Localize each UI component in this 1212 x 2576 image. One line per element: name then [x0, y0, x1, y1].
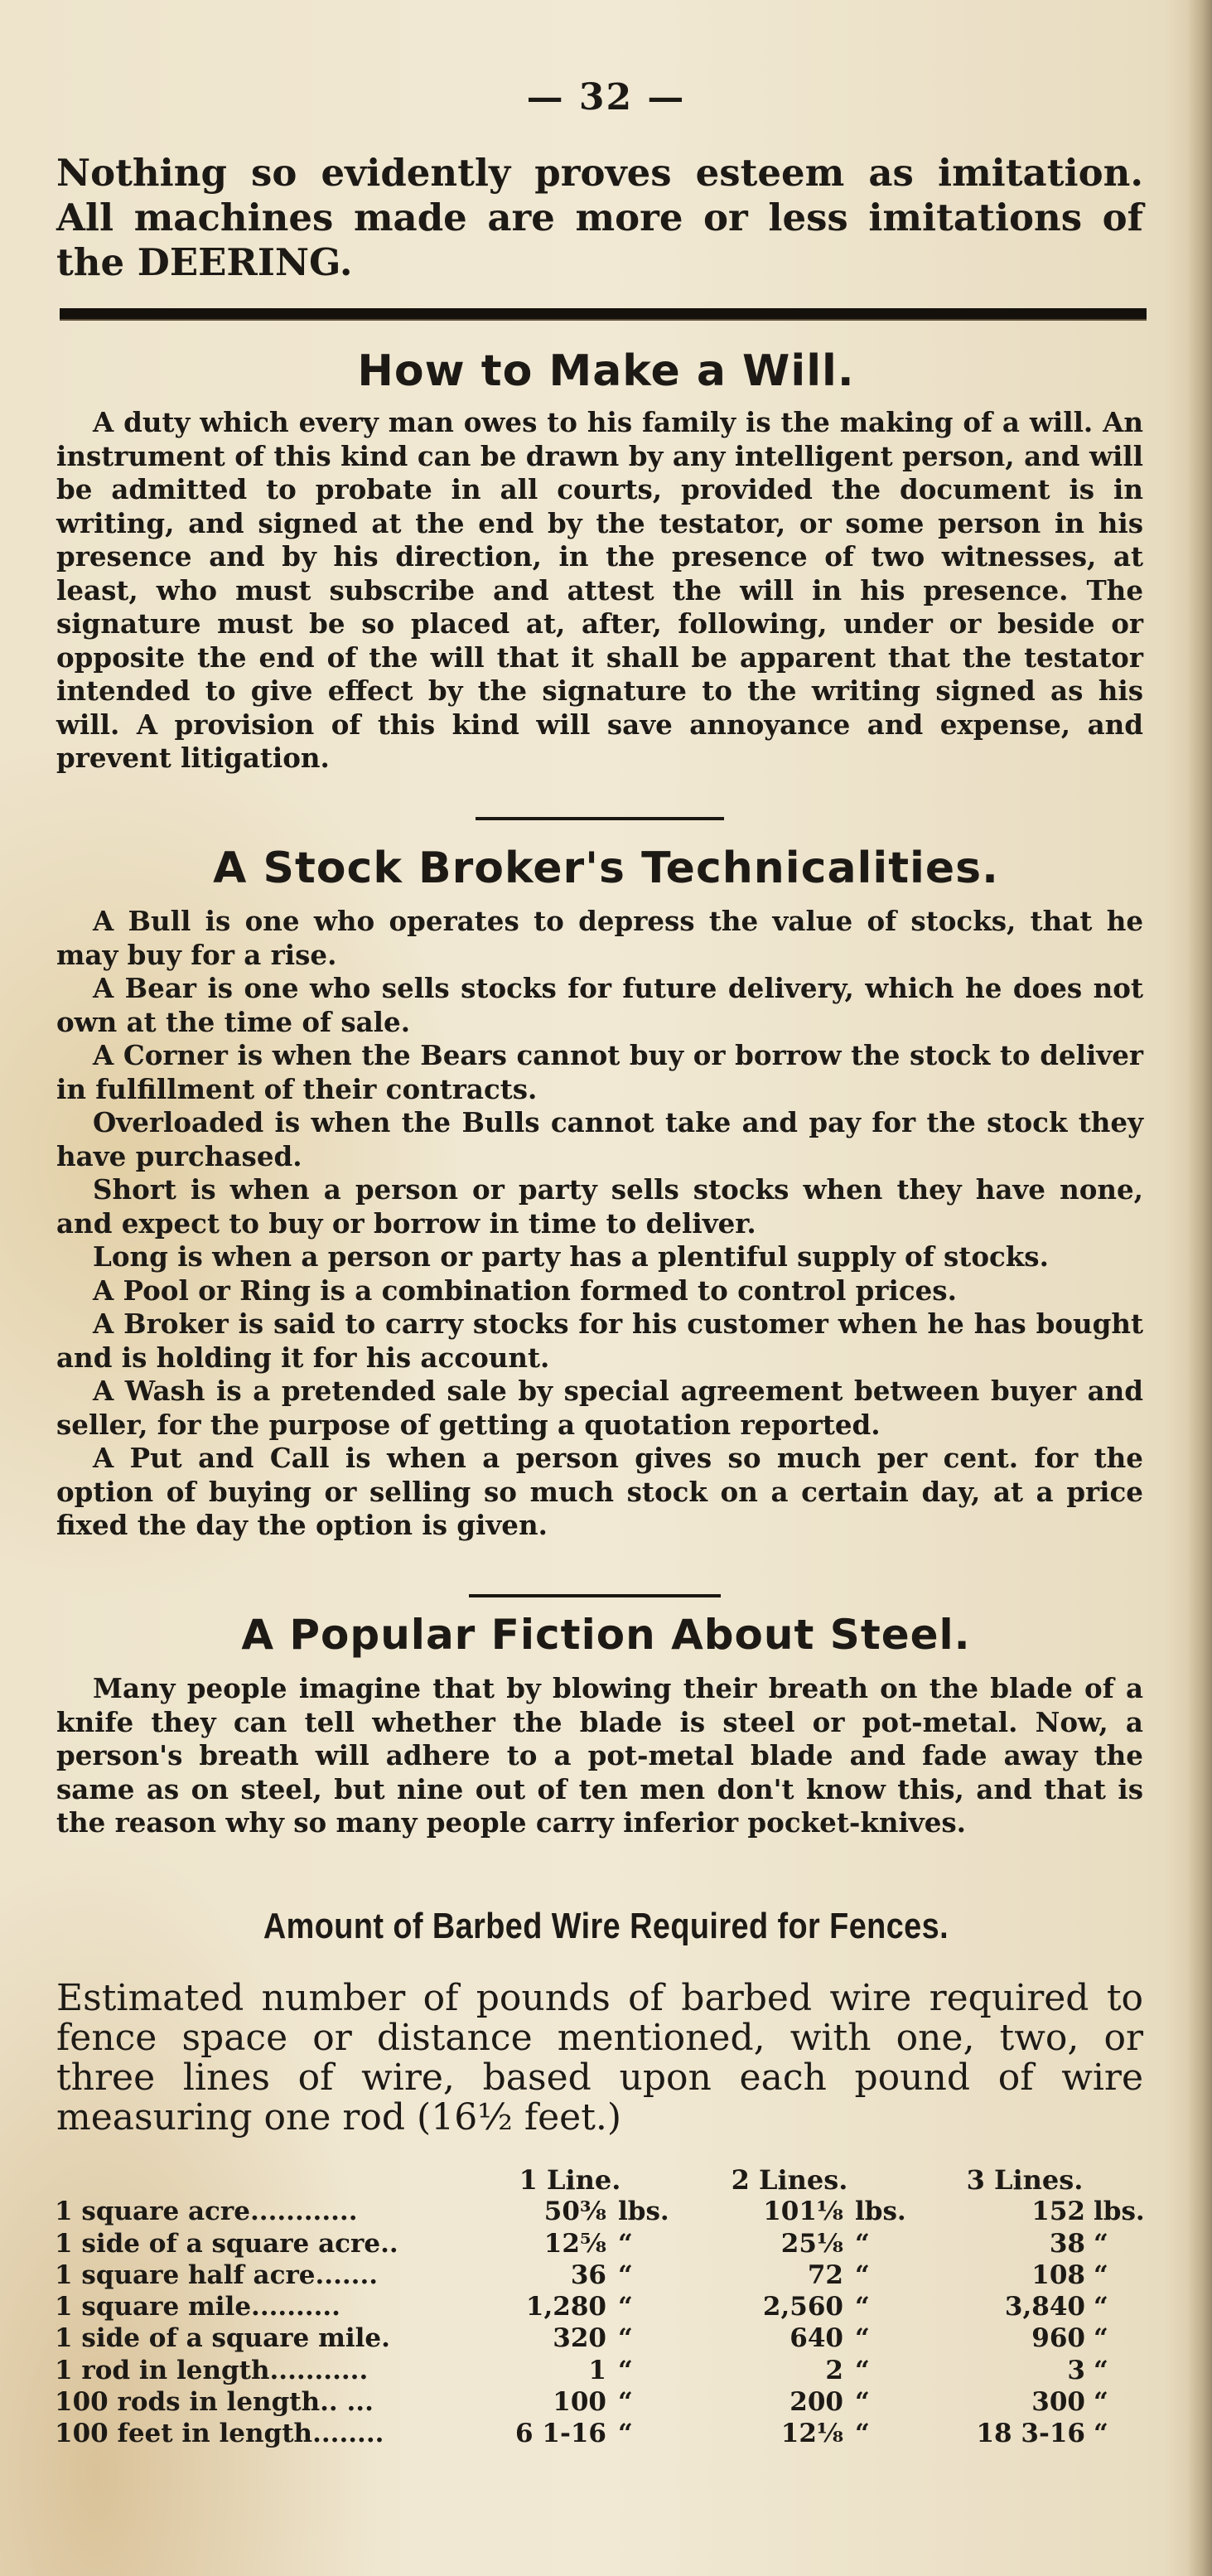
- row-label: 1 square half acre.......: [55, 2259, 379, 2290]
- two-lines-value: 72: [807, 2259, 843, 2290]
- table-row: [55, 2196, 1156, 2227]
- broker-section: [56, 905, 1143, 1543]
- one-line-value: 12⅝: [543, 2228, 606, 2259]
- barbed-wire-table: [55, 2164, 1156, 2450]
- two-lines-unit: “: [855, 2323, 870, 2354]
- one-line-unit: “: [618, 2355, 633, 2385]
- one-line-value: 1: [588, 2355, 606, 2385]
- three-lines-unit: “: [1094, 2323, 1108, 2354]
- two-lines-value: 640: [789, 2323, 843, 2354]
- three-lines-value: 108: [1031, 2259, 1085, 2290]
- definition-put-and-call: A Put and Call is when a person gives so much per cent. for the option of buying or selling so much stock on a certain day, at a price fixed the day the option is given.: [56, 1442, 1143, 1541]
- one-line-unit: “: [618, 2323, 633, 2354]
- three-lines-value: 3: [1067, 2355, 1085, 2385]
- definition-broker: A Broker is said to carry stocks for his customer when he has bought and is holding it for his account.: [56, 1307, 1143, 1374]
- two-lines-unit: “: [855, 2259, 870, 2290]
- three-lines-value: 18 3-16: [976, 2419, 1085, 2449]
- row-label: 100 feet in length........: [55, 2419, 384, 2449]
- three-lines-value: 3,840: [1004, 2292, 1085, 2322]
- table-row: [55, 2418, 1156, 2449]
- will-section: [56, 406, 1143, 776]
- header-two-lines: 2 Lines.: [731, 2164, 848, 2196]
- one-line-unit: “: [618, 2292, 633, 2322]
- one-line-value: 100: [553, 2387, 606, 2418]
- table-row: [55, 2259, 1156, 2291]
- one-line-value: 36: [570, 2259, 606, 2290]
- row-label: 100 rods in length.. ...: [55, 2387, 374, 2418]
- definition-bear: A Bear is one who sells stocks for future delivery, which he does not own at the time of sale.: [56, 972, 1143, 1038]
- one-line-value: 50⅜: [543, 2197, 606, 2227]
- definition-pool: A Pool or Ring is a combination formed to control prices.: [93, 1274, 957, 1307]
- three-lines-value: 960: [1031, 2323, 1085, 2354]
- intro-statement: Nothing so evidently proves esteem as imitation. All machines made are more or less imitations of the DEERING.: [56, 151, 1143, 284]
- two-lines-unit: “: [855, 2228, 870, 2259]
- wire-section-title: Amount of Barbed Wire Required for Fences.: [263, 1906, 949, 1946]
- steel-section: [56, 1672, 1143, 1840]
- three-lines-unit: “: [1094, 2355, 1108, 2385]
- three-lines-unit: “: [1094, 2387, 1108, 2418]
- one-line-unit: “: [618, 2387, 633, 2418]
- row-label: 1 side of a square mile.: [55, 2323, 390, 2354]
- one-line-unit: “: [618, 2419, 633, 2449]
- broker-section-title: A Stock Broker's Technicalities.: [213, 843, 999, 893]
- row-label: 1 square acre............: [55, 2197, 358, 2227]
- three-lines-value: 300: [1031, 2387, 1085, 2418]
- one-line-value: 6 1-16: [515, 2419, 606, 2449]
- two-lines-unit: “: [855, 2292, 870, 2322]
- three-lines-unit: “: [1094, 2259, 1108, 2290]
- definition-short: Short is when a person or party sells stocks when they have none, and expect to buy or borrow in time to deliver.: [56, 1173, 1143, 1240]
- steel-section-title: A Popular Fiction About Steel.: [241, 1611, 971, 1659]
- three-lines-unit: “: [1094, 2419, 1108, 2449]
- table-row: [55, 2386, 1156, 2418]
- one-line-value: 1,280: [525, 2292, 606, 2322]
- wire-intro: Estimated number of pounds of barbed wire required to fence space or distance mentioned, with one, two, or three lines of wire, based upon each pound of wire measuring one rod (16½ feet.): [56, 1977, 1143, 2139]
- three-lines-value: 38: [1049, 2228, 1085, 2259]
- two-lines-value: 2,560: [762, 2292, 843, 2322]
- row-label: 1 side of a square acre..: [55, 2228, 398, 2259]
- table-row: [55, 2355, 1156, 2386]
- three-lines-unit: “: [1094, 2228, 1108, 2259]
- table-row: [55, 2228, 1156, 2259]
- definition-long: Long is when a person or party has a plentiful supply of stocks.: [93, 1240, 1049, 1273]
- two-lines-value: 2: [825, 2355, 843, 2385]
- two-lines-unit: “: [855, 2419, 870, 2449]
- one-line-value: 320: [553, 2323, 606, 2354]
- table-row: [55, 2322, 1156, 2354]
- steel-paragraph: Many people imagine that by blowing their breath on the blade of a knife they can tell whether the blade is steel or pot-metal. Now, a person's breath will adhere to a pot-metal blade and fade away the same as on steel, but nine out of ten men don't know this, and that is the reason why so many people carry inferior pocket-knives.: [56, 1672, 1143, 1839]
- will-paragraph: A duty which every man owes to his family is the making of a will. An instrument of this kind can be drawn by any intelligent person, and will be admitted to probate in all courts, provided the document is in writing, and signed at the end by the testator, or some person in his presence and by his direction, in the presence of two witnesses, at least, who must subscribe and attest the will in his presence. The signature must be so placed at, after, following, under or beside or opposite the end of the will that it shall be apparent that the testator intended to give effect by the signature to the writing signed as his will. A provision of this kind will save annoyance and expense, and prevent litigation.: [56, 406, 1143, 774]
- row-label: 1 square mile..........: [55, 2292, 340, 2322]
- two-lines-value: 101⅛: [763, 2197, 843, 2227]
- table-row: [55, 2291, 1156, 2322]
- definition-wash: A Wash is a pretended sale by special agreement between buyer and seller, for the purpose of getting a quotation reported.: [56, 1375, 1143, 1441]
- one-line-unit: lbs.: [618, 2197, 669, 2227]
- definition-bull: A Bull is one who operates to depress the value of stocks, that he may buy for a rise.: [56, 905, 1143, 971]
- section-divider: [469, 1594, 721, 1597]
- definition-corner: A Corner is when the Bears cannot buy or borrow the stock to deliver in fulfillment of their contracts.: [56, 1039, 1143, 1105]
- three-lines-unit: lbs.: [1094, 2197, 1145, 2227]
- two-lines-unit: “: [855, 2355, 870, 2385]
- page-number: — 32 —: [526, 76, 686, 118]
- row-label: 1 rod in length...........: [55, 2355, 369, 2385]
- definition-overloaded: Overloaded is when the Bulls cannot take and pay for the stock they have purchased.: [56, 1106, 1143, 1172]
- two-lines-value: 25⅛: [780, 2228, 843, 2259]
- two-lines-value: 200: [789, 2387, 843, 2418]
- one-line-unit: “: [618, 2259, 633, 2290]
- will-section-title: How to Make a Will.: [357, 346, 855, 396]
- three-lines-unit: “: [1094, 2292, 1108, 2322]
- heavy-divider-rule: [60, 308, 1147, 321]
- two-lines-unit: lbs.: [855, 2197, 906, 2227]
- three-lines-value: 152: [1031, 2197, 1085, 2227]
- header-one-line: 1 Line.: [519, 2164, 621, 2196]
- two-lines-value: 12⅛: [780, 2419, 843, 2449]
- table-header-row: [55, 2164, 1156, 2196]
- section-divider: [476, 817, 724, 820]
- table-body: [55, 2196, 1156, 2449]
- one-line-unit: “: [618, 2228, 633, 2259]
- header-three-lines: 3 Lines.: [966, 2164, 1084, 2196]
- two-lines-unit: “: [855, 2387, 870, 2418]
